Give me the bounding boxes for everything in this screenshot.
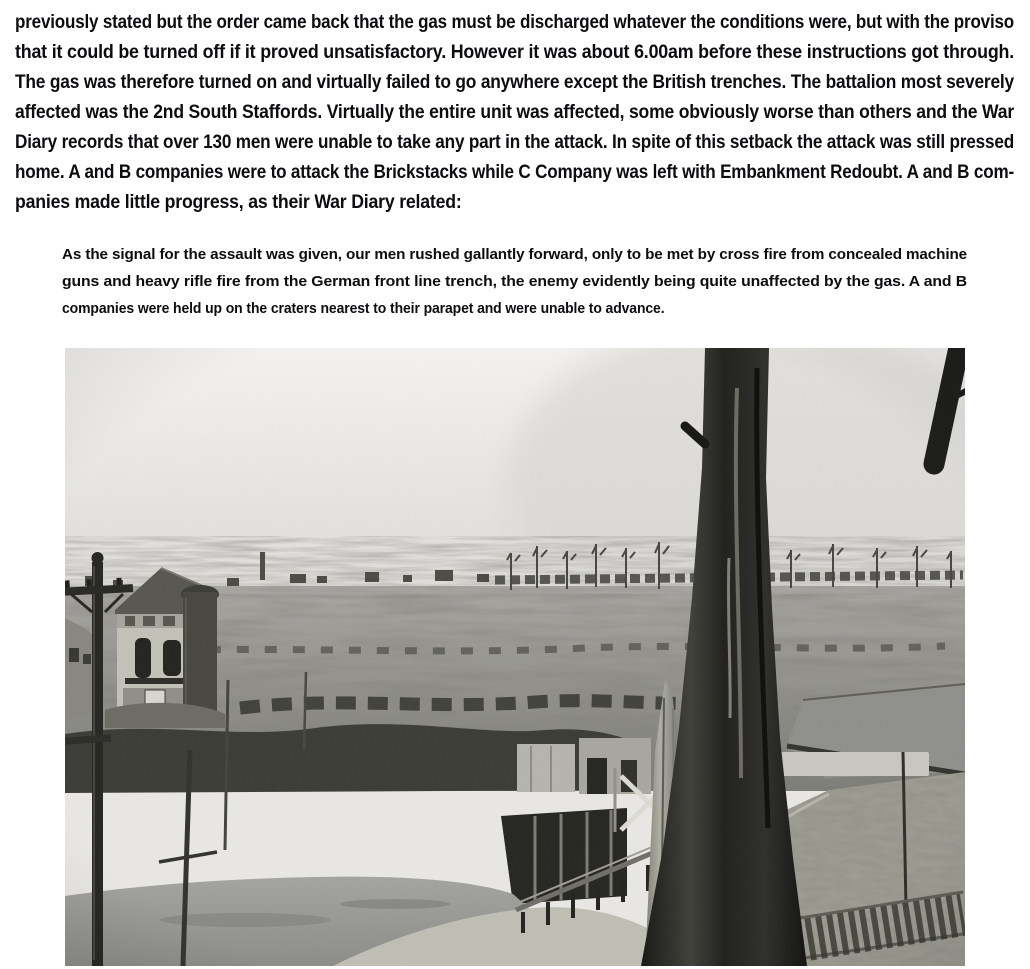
quote-line-1: As the signal for the assault was given, our men rushed gallantly forward, only to be met by cross fire from concealed machine — [62, 246, 967, 263]
paragraph-line-3: The gas was therefore turned on and virtually failed to go anywhere except the British trenches. The battalion most severely — [15, 72, 1014, 93]
paragraph-line-5: Diary records that over 130 men were unable to take any part in the attack. In spite of this setback the attack was still pressed — [15, 132, 1014, 153]
battlefield-photo-illustration — [65, 348, 965, 966]
war-diary-blockquote — [62, 241, 967, 322]
quote-line-2: guns and heavy rifle fire from the German front line trench, the enemy evidently being quite unaffected by the gas. A and B — [62, 273, 968, 290]
body-paragraph — [15, 8, 1014, 218]
paragraph-line-4: affected was the 2nd South Staffords. Virtually the entire unit was affected, some obviously worse than others and the War — [15, 102, 1014, 123]
paragraph-line-7: panies made little progress, as their War Diary related: — [15, 192, 462, 213]
battlefield-photograph[interactable] — [65, 348, 965, 966]
quote-line-3: companies were held up on the craters nearest to their parapet and were unable to advance. — [62, 300, 665, 317]
paragraph-line-1: previously stated but the order came back that the gas must be discharged whatever the conditions were, but with the proviso — [15, 12, 1014, 33]
paragraph-line-2: that it could be turned off if it proved unsatisfactory. However it was about 6.00am before these instructions got through. — [15, 42, 1014, 63]
paragraph-line-6: home. A and B companies were to attack the Brickstacks while C Company was left with Embankment Redoubt. A and B com- — [15, 162, 1014, 183]
